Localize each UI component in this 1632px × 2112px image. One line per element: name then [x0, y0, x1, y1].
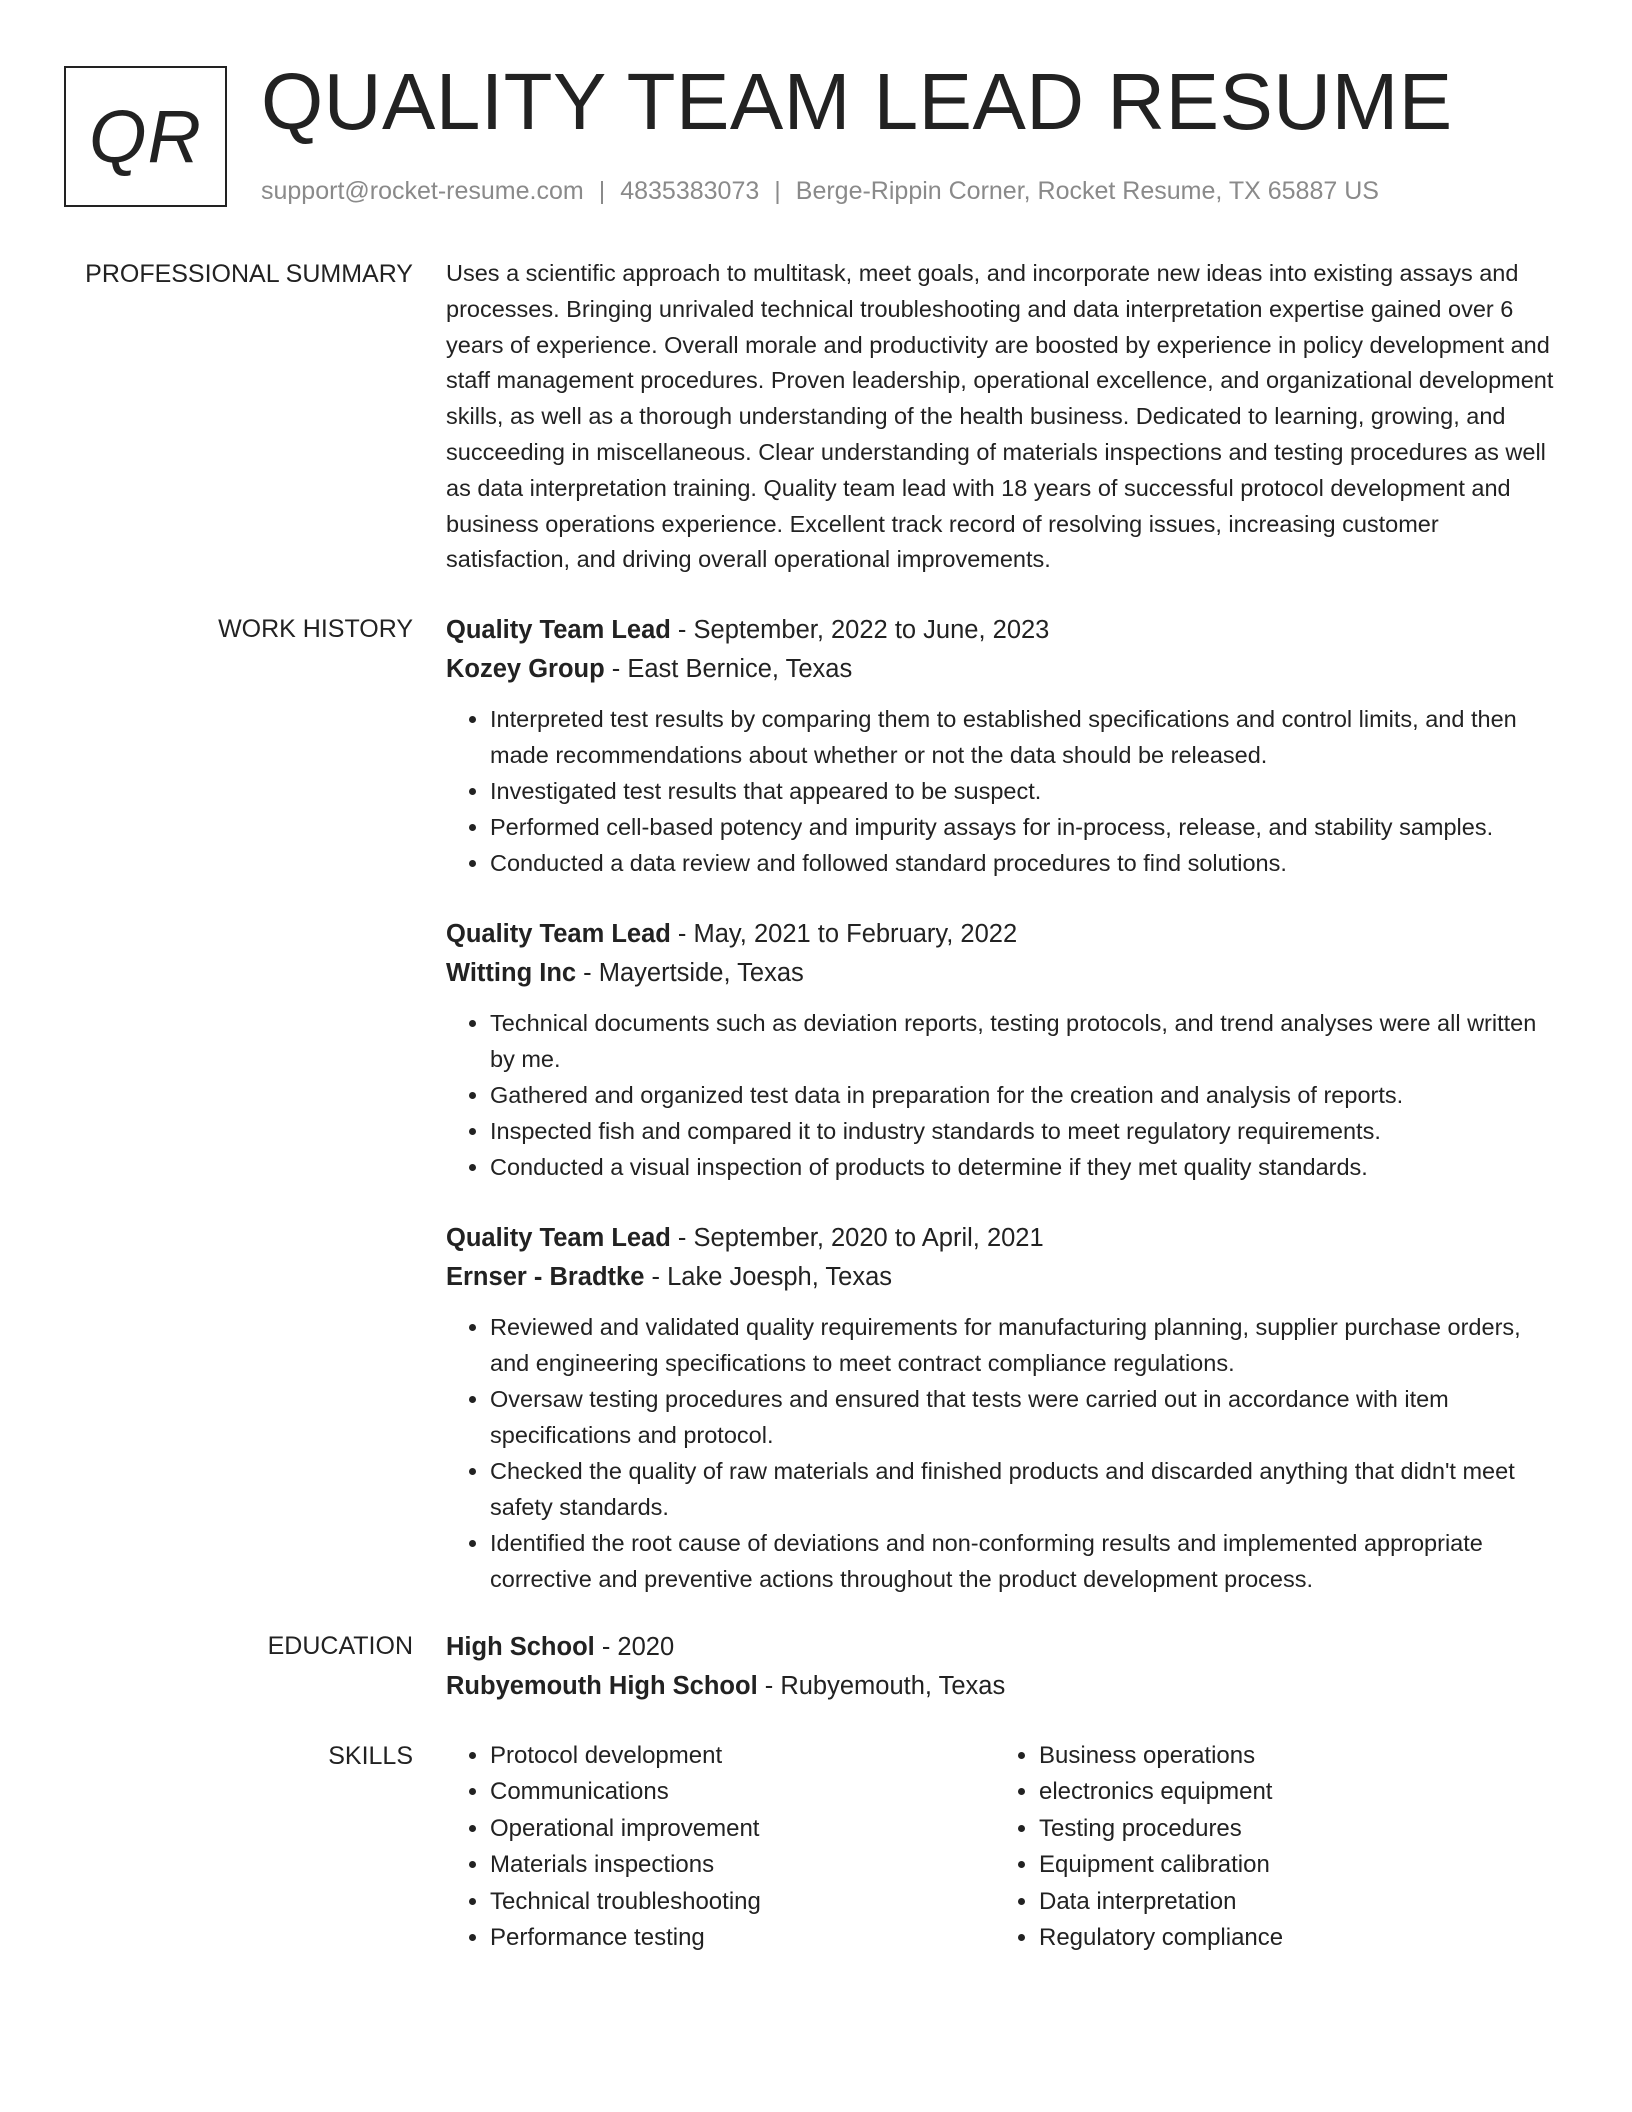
- skill-item: • Data interpretation: [1039, 1884, 1544, 1920]
- contact-phone: 4835383073: [620, 177, 760, 205]
- job-bullets: [446, 1309, 1566, 1597]
- skill-item: • Testing procedures: [1039, 1811, 1544, 1847]
- summary-text: Uses a scientific approach to multitask, meet goals, and incorporate new ideas into existing assays and processes. Bringing unrivaled technical troubleshooting and data interpretation expertise gained over 6 years of experience. Overall morale and productivity are boosted by experience in policy development and staff management procedures. Proven leadership, operational excellence, and organizational development skills, as well as a thorough understanding of the health business. Dedicated to learning, growing, and succeeding in miscellaneous. Clear understanding of materials inspections and testing procedures as well as data interpretation training. Quality team lead with 18 years of successful protocol development and business operations experience. Excellent track record of resolving issues, increasing customer satisfaction, and driving overall operational improvements.: [446, 260, 1554, 573]
- job-title-line: [446, 611, 1566, 650]
- job-bullet: • Gathered and organized test data in preparation for the creation and analysis of reports.: [490, 1077, 1566, 1113]
- skill-item: • Technical troubleshooting: [490, 1884, 995, 1920]
- job-bullet: • Identified the root cause of deviations and non-conforming results and implemented appropriate corrective and preventive actions throughout the product development process.: [490, 1525, 1566, 1597]
- job-location: - East Bernice, Texas: [604, 655, 853, 683]
- education-degree: High School: [446, 1633, 595, 1661]
- job-title-line: [446, 1219, 1566, 1258]
- skill-item: • Operational improvement: [490, 1811, 995, 1847]
- skill-item: • Performance testing: [490, 1920, 995, 1956]
- job-location: - Lake Joesph, Texas: [644, 1263, 893, 1291]
- page-title: QUALITY TEAM LEAD RESUME: [261, 57, 1453, 146]
- job-bullet: • Oversaw testing procedures and ensured that tests were carried out in accordance with item specifications and protocol.: [490, 1381, 1566, 1453]
- education-school-line: [446, 1667, 1566, 1706]
- job-entry: [446, 611, 1566, 881]
- job-bullet: • Investigated test results that appeared to be suspect.: [490, 773, 1566, 809]
- skill-item: • Business operations: [1039, 1738, 1544, 1774]
- job-bullet: • Interpreted test results by comparing them to established specifications and control limits, and then made recommendations about whether or not the data should be released.: [490, 701, 1566, 773]
- skill-item: • Equipment calibration: [1039, 1847, 1544, 1883]
- job-entry: [446, 1219, 1566, 1597]
- contact-line: [261, 174, 1379, 208]
- summary-label: PROFESSIONAL SUMMARY: [85, 260, 413, 288]
- job-dates: - September, 2022 to June, 2023: [670, 616, 1050, 644]
- job-bullet: • Inspected fish and compared it to industry standards to meet regulatory requirements.: [490, 1113, 1566, 1149]
- education-degree-line: [446, 1628, 1566, 1667]
- job-dates: - May, 2021 to February, 2022: [670, 920, 1018, 948]
- skills-label: SKILLS: [328, 1742, 413, 1770]
- work-history-label: WORK HISTORY: [218, 615, 413, 643]
- job-title-line: [446, 915, 1566, 954]
- skill-item: • Regulatory compliance: [1039, 1920, 1544, 1956]
- job-bullet: • Reviewed and validated quality requirements for manufacturing planning, supplier purchase orders, and engineering specifications to meet contract compliance regulations.: [490, 1309, 1566, 1381]
- skill-item: • Materials inspections: [490, 1847, 995, 1883]
- job-bullet: • Technical documents such as deviation reports, testing protocols, and trend analyses were all written by me.: [490, 1005, 1566, 1077]
- job-entry: [446, 915, 1566, 1185]
- contact-address: Berge-Rippin Corner, Rocket Resume, TX 65887 US: [795, 177, 1379, 205]
- job-list: [446, 611, 1566, 1631]
- job-title: Quality Team Lead: [446, 616, 671, 644]
- job-company: Witting Inc: [446, 959, 577, 987]
- job-bullets: [446, 701, 1566, 881]
- job-title: Quality Team Lead: [446, 1224, 671, 1252]
- skill-item: • electronics equipment: [1039, 1774, 1544, 1810]
- education-year: - 2020: [594, 1633, 675, 1661]
- contact-separator: |: [774, 177, 781, 205]
- job-location: - Mayertside, Texas: [576, 959, 804, 987]
- education-label: EDUCATION: [267, 1632, 413, 1660]
- education-location: - Rubyemouth, Texas: [757, 1672, 1006, 1700]
- job-company: Ernser - Bradtke: [446, 1263, 645, 1291]
- skills-list-left: [446, 1738, 995, 1956]
- skills-columns: [446, 1738, 1566, 1956]
- contact-email: support@rocket-resume.com: [261, 177, 584, 205]
- job-bullet: • Conducted a visual inspection of products to determine if they met quality standards.: [490, 1149, 1566, 1185]
- job-bullet: • Performed cell-based potency and impurity assays for in-process, release, and stability samples.: [490, 809, 1566, 845]
- skill-item: • Protocol development: [490, 1738, 995, 1774]
- monogram-logo: QR: [64, 66, 227, 207]
- job-company-line: [446, 954, 1566, 993]
- job-company-line: [446, 1258, 1566, 1297]
- job-dates: - September, 2020 to April, 2021: [670, 1224, 1044, 1252]
- job-bullet: • Checked the quality of raw materials and finished products and discarded anything that didn't meet safety standards.: [490, 1453, 1566, 1525]
- job-bullet: • Conducted a data review and followed standard procedures to find solutions.: [490, 845, 1566, 881]
- job-company: Kozey Group: [446, 655, 605, 683]
- skills-list-right: [995, 1738, 1544, 1956]
- job-bullets: [446, 1005, 1566, 1185]
- job-company-line: [446, 650, 1566, 689]
- skill-item: • Communications: [490, 1774, 995, 1810]
- education-school: Rubyemouth High School: [446, 1672, 758, 1700]
- contact-separator: |: [598, 177, 606, 205]
- job-title: Quality Team Lead: [446, 920, 671, 948]
